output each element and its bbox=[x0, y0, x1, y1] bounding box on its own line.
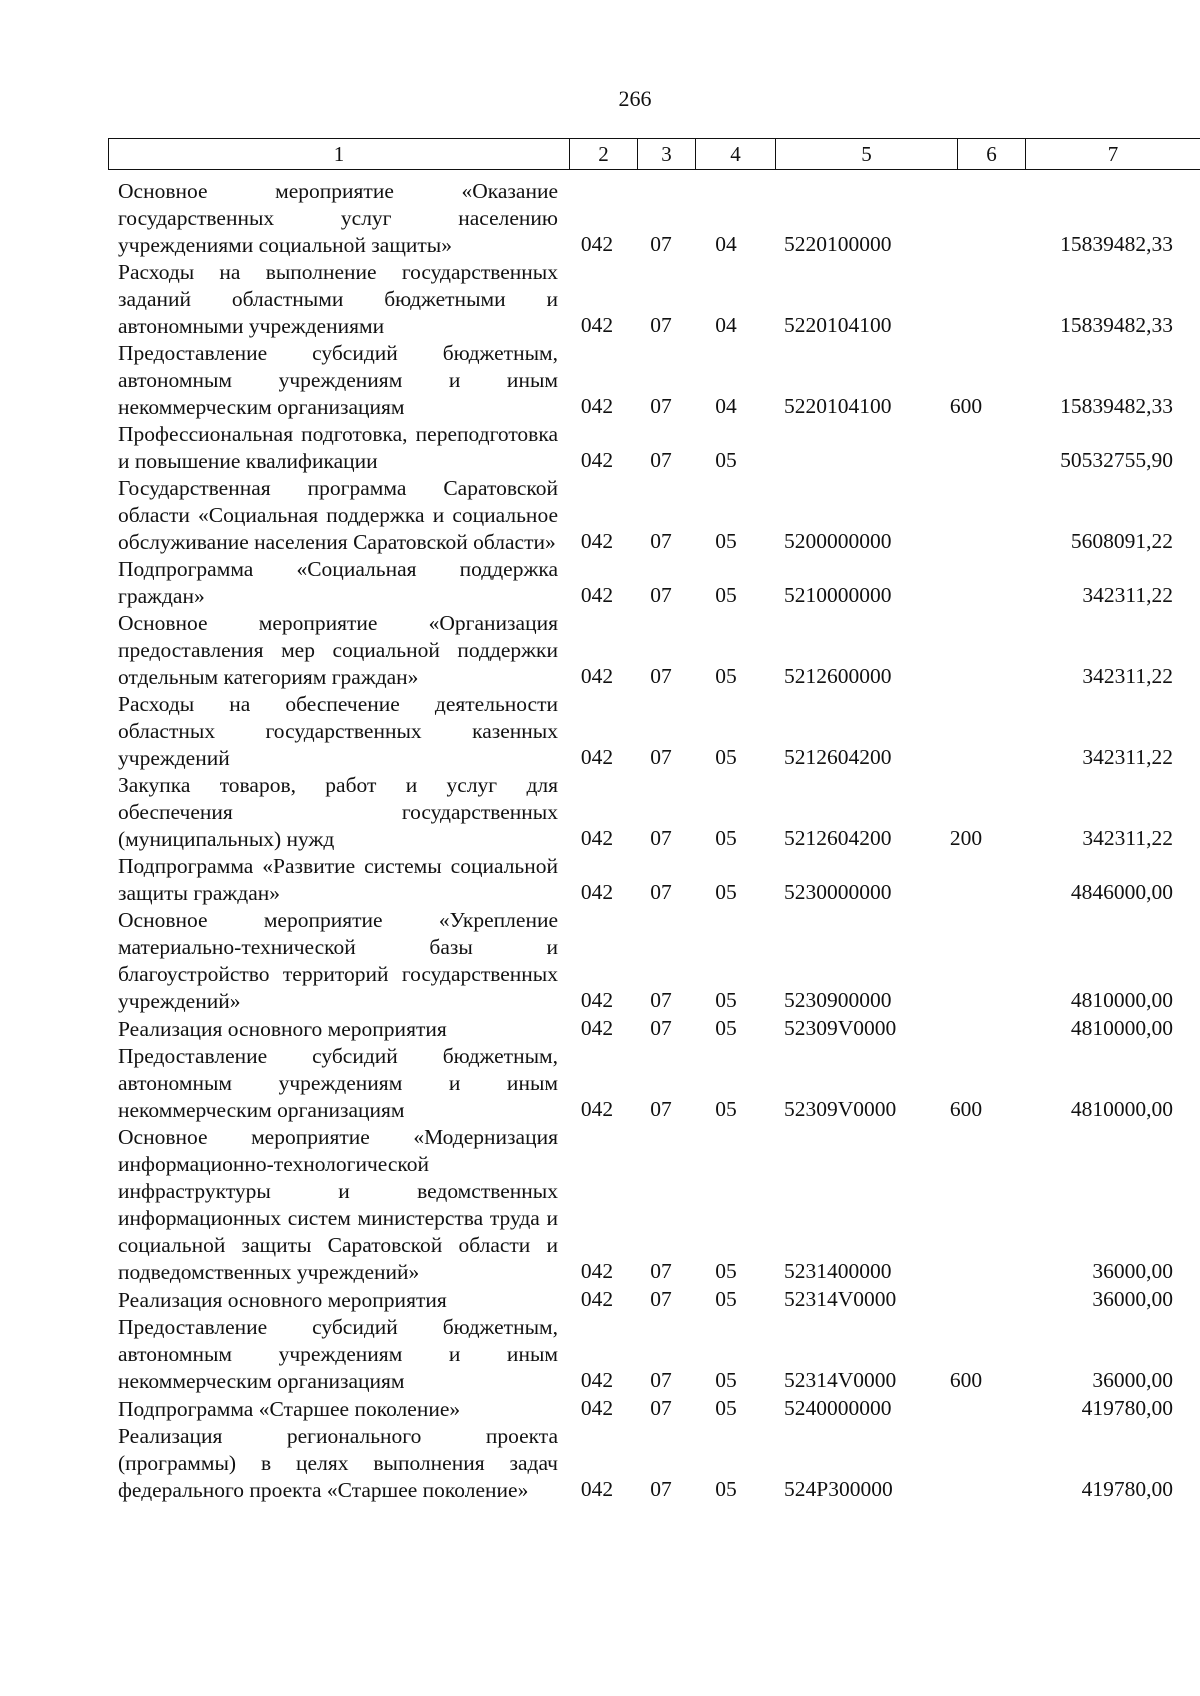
col-ministry-code: 042 bbox=[580, 313, 614, 337]
col-ministry-code: 042 bbox=[580, 583, 614, 607]
col-target-article: 5220104100 bbox=[784, 313, 892, 337]
row-name: Основное мероприятие «Укрепление материально-технической базы и благоустройство территорий государственных учреждений» bbox=[118, 908, 558, 1013]
col-amount: 36000,00 bbox=[1092, 1368, 1173, 1392]
col-amount: 342311,22 bbox=[1082, 664, 1173, 688]
row-name: Реализация основного мероприятия bbox=[118, 1017, 447, 1041]
header-col-4: 4 bbox=[695, 139, 775, 169]
header-col-1: 1 bbox=[333, 142, 345, 166]
col-section: 07 bbox=[650, 1477, 672, 1501]
col-expense-type bbox=[925, 339, 1007, 340]
header-col-2: 2 bbox=[569, 139, 637, 169]
col-expense-type: 200 bbox=[949, 826, 983, 850]
row-name: Реализация регионального проекта (программы) в целях выполнения задач федерального проекта «Старшее поколение» bbox=[118, 1424, 558, 1502]
col-subsection: 05 bbox=[715, 1097, 737, 1121]
col-expense-type bbox=[925, 1014, 1007, 1015]
col-target-article: 5212604200 bbox=[784, 826, 892, 850]
col-section: 07 bbox=[650, 1368, 672, 1392]
col-target-article bbox=[760, 474, 925, 475]
col-section: 07 bbox=[650, 1287, 672, 1311]
header-col-3: 3 bbox=[637, 139, 695, 169]
table-row bbox=[118, 475, 1178, 556]
table-row bbox=[118, 421, 1178, 475]
col-amount: 15839482,33 bbox=[1060, 313, 1173, 337]
row-name: Основное мероприятие «Оказание государственных услуг населению учреждениями социальной защиты» bbox=[118, 179, 558, 257]
table-row bbox=[118, 259, 1178, 340]
col-subsection: 05 bbox=[715, 1368, 737, 1392]
row-name: Подпрограмма «Социальная поддержка граждан» bbox=[118, 557, 558, 608]
col-subsection: 05 bbox=[715, 1396, 737, 1420]
table-row bbox=[118, 1395, 1178, 1423]
col-ministry-code: 042 bbox=[580, 1477, 614, 1501]
col-target-article: 52314V0000 bbox=[784, 1287, 897, 1311]
col-ministry-code: 042 bbox=[580, 394, 614, 418]
col-ministry-code: 042 bbox=[580, 232, 614, 256]
col-subsection: 05 bbox=[715, 826, 737, 850]
col-amount: 15839482,33 bbox=[1060, 232, 1173, 256]
col-expense-type bbox=[925, 1042, 1007, 1043]
row-name: Подпрограмма «Развитие системы социальной защиты граждан» bbox=[118, 854, 558, 905]
col-subsection: 05 bbox=[715, 1259, 737, 1283]
row-name: Предоставление субсидий бюджетным, автономным учреждениям и иным некоммерческим организациям bbox=[118, 1044, 558, 1122]
col-ministry-code: 042 bbox=[580, 1287, 614, 1311]
col-section: 07 bbox=[650, 1396, 672, 1420]
col-section: 07 bbox=[650, 583, 672, 607]
col-section: 07 bbox=[650, 1097, 672, 1121]
col-section: 07 bbox=[650, 1259, 672, 1283]
table-row bbox=[118, 1124, 1178, 1286]
header-col-7: 7 bbox=[1025, 139, 1200, 169]
col-target-article: 52309V0000 bbox=[784, 1016, 897, 1040]
col-section: 07 bbox=[650, 745, 672, 769]
table-row bbox=[118, 1314, 1178, 1395]
col-subsection: 05 bbox=[715, 529, 737, 553]
row-name: Подпрограмма «Старшее поколение» bbox=[118, 1397, 461, 1421]
col-target-article: 5231400000 bbox=[784, 1259, 892, 1283]
col-target-article: 5200000000 bbox=[784, 529, 892, 553]
col-target-article: 5210000000 bbox=[784, 583, 892, 607]
col-ministry-code: 042 bbox=[580, 1368, 614, 1392]
table-row bbox=[118, 1015, 1178, 1043]
col-section: 07 bbox=[650, 988, 672, 1012]
table-row bbox=[118, 772, 1178, 853]
col-ministry-code: 042 bbox=[580, 1016, 614, 1040]
col-amount: 4810000,00 bbox=[1070, 988, 1173, 1012]
col-section: 07 bbox=[650, 1016, 672, 1040]
col-expense-type: 600 bbox=[949, 1368, 983, 1392]
col-subsection: 05 bbox=[715, 664, 737, 688]
col-target-article: 52309V0000 bbox=[784, 1097, 897, 1121]
table-body bbox=[118, 178, 1178, 1504]
col-ministry-code: 042 bbox=[580, 745, 614, 769]
col-expense-type bbox=[925, 474, 1007, 475]
col-ministry-code: 042 bbox=[580, 1259, 614, 1283]
col-subsection: 04 bbox=[715, 394, 737, 418]
col-target-article: 5230900000 bbox=[784, 988, 892, 1012]
table-row bbox=[118, 556, 1178, 610]
col-section: 07 bbox=[650, 664, 672, 688]
col-section: 07 bbox=[650, 529, 672, 553]
col-subsection: 05 bbox=[715, 448, 737, 472]
col-target-article: 5240000000 bbox=[784, 1396, 892, 1420]
table-row bbox=[118, 610, 1178, 691]
col-ministry-code: 042 bbox=[580, 988, 614, 1012]
col-section: 07 bbox=[650, 394, 672, 418]
col-ministry-code: 042 bbox=[580, 664, 614, 688]
col-subsection: 05 bbox=[715, 988, 737, 1012]
col-amount: 4810000,00 bbox=[1070, 1016, 1173, 1040]
col-amount: 50532755,90 bbox=[1060, 448, 1173, 472]
col-subsection: 05 bbox=[715, 745, 737, 769]
row-name: Основное мероприятие «Организация предоставления мер социальной поддержки отдельным категориям граждан» bbox=[118, 611, 558, 689]
table-row bbox=[118, 340, 1178, 421]
table-row bbox=[118, 853, 1178, 907]
col-expense-type bbox=[925, 609, 1007, 610]
col-amount: 4810000,00 bbox=[1070, 1097, 1173, 1121]
table-row bbox=[118, 691, 1178, 772]
col-amount: 342311,22 bbox=[1082, 583, 1173, 607]
col-amount: 419780,00 bbox=[1081, 1477, 1173, 1501]
col-expense-type bbox=[925, 258, 1007, 259]
col-subsection: 05 bbox=[715, 583, 737, 607]
row-name: Закупка товаров, работ и услуг для обеспечения государственных (муниципальных) нужд bbox=[118, 773, 558, 851]
col-section: 07 bbox=[650, 826, 672, 850]
header-col-5: 5 bbox=[775, 139, 957, 169]
col-ministry-code: 042 bbox=[580, 448, 614, 472]
col-subsection: 05 bbox=[715, 1287, 737, 1311]
col-target-article: 5230000000 bbox=[784, 880, 892, 904]
col-target-article: 5220104100 bbox=[784, 394, 892, 418]
col-subsection: 04 bbox=[715, 313, 737, 337]
col-target-article: 524P300000 bbox=[784, 1477, 893, 1501]
col-section: 07 bbox=[650, 448, 672, 472]
col-amount: 342311,22 bbox=[1082, 745, 1173, 769]
table-row bbox=[118, 1423, 1178, 1504]
col-target-article: 5212600000 bbox=[784, 664, 892, 688]
col-section: 07 bbox=[650, 232, 672, 256]
col-expense-type bbox=[925, 771, 1007, 772]
col-target-article: 5220100000 bbox=[784, 232, 892, 256]
col-expense-type: 600 bbox=[949, 1097, 983, 1121]
row-name: Предоставление субсидий бюджетным, автономным учреждениям и иным некоммерческим организациям bbox=[118, 341, 558, 419]
table-row bbox=[118, 1043, 1178, 1124]
table-row bbox=[118, 178, 1178, 259]
col-ministry-code: 042 bbox=[580, 1396, 614, 1420]
col-amount: 5608091,22 bbox=[1070, 529, 1173, 553]
col-subsection: 05 bbox=[715, 1477, 737, 1501]
col-section: 07 bbox=[650, 880, 672, 904]
col-ministry-code: 042 bbox=[580, 826, 614, 850]
row-name: Расходы на выполнение государственных заданий областными бюджетными и автономными учреждениями bbox=[118, 260, 558, 338]
col-amount: 36000,00 bbox=[1092, 1259, 1173, 1283]
row-name: Предоставление субсидий бюджетным, автономным учреждениям и иным некоммерческим организациям bbox=[118, 1315, 558, 1393]
col-amount: 15839482,33 bbox=[1060, 394, 1173, 418]
table-header bbox=[108, 138, 1200, 170]
col-expense-type bbox=[925, 1313, 1007, 1314]
col-subsection: 05 bbox=[715, 880, 737, 904]
col-target-article: 52314V0000 bbox=[784, 1368, 897, 1392]
col-expense-type: 600 bbox=[949, 394, 983, 418]
col-ministry-code: 042 bbox=[580, 1097, 614, 1121]
page-number: 266 bbox=[618, 86, 652, 111]
col-expense-type bbox=[925, 906, 1007, 907]
row-name: Основное мероприятие «Модернизация информационно-технологической инфраструктуры и ведомственных информационных систем министерства труда и социальной защиты Саратовской области и подведомственных учреждений» bbox=[118, 1125, 558, 1284]
col-expense-type bbox=[925, 555, 1007, 556]
col-amount: 36000,00 bbox=[1092, 1287, 1173, 1311]
col-ministry-code: 042 bbox=[580, 880, 614, 904]
row-name: Расходы на обеспечение деятельности областных государственных казенных учреждений bbox=[118, 692, 558, 770]
col-section: 07 bbox=[650, 313, 672, 337]
col-amount: 4846000,00 bbox=[1070, 880, 1173, 904]
col-expense-type bbox=[925, 1422, 1007, 1423]
row-name: Государственная программа Саратовской области «Социальная поддержка и социальное обслуживание населения Саратовской области» bbox=[118, 476, 558, 554]
row-name: Реализация основного мероприятия bbox=[118, 1288, 447, 1312]
col-expense-type bbox=[925, 1503, 1007, 1504]
table-row bbox=[118, 907, 1178, 1015]
col-subsection: 05 bbox=[715, 1016, 737, 1040]
col-amount: 419780,00 bbox=[1081, 1396, 1173, 1420]
col-target-article: 5212604200 bbox=[784, 745, 892, 769]
col-subsection: 04 bbox=[715, 232, 737, 256]
col-expense-type bbox=[925, 690, 1007, 691]
table-row bbox=[118, 1286, 1178, 1314]
row-name: Профессиональная подготовка, переподготовка и повышение квалификации bbox=[118, 422, 558, 473]
col-amount: 342311,22 bbox=[1082, 826, 1173, 850]
col-expense-type bbox=[925, 1285, 1007, 1286]
header-col-6: 6 bbox=[957, 139, 1025, 169]
col-ministry-code: 042 bbox=[580, 529, 614, 553]
